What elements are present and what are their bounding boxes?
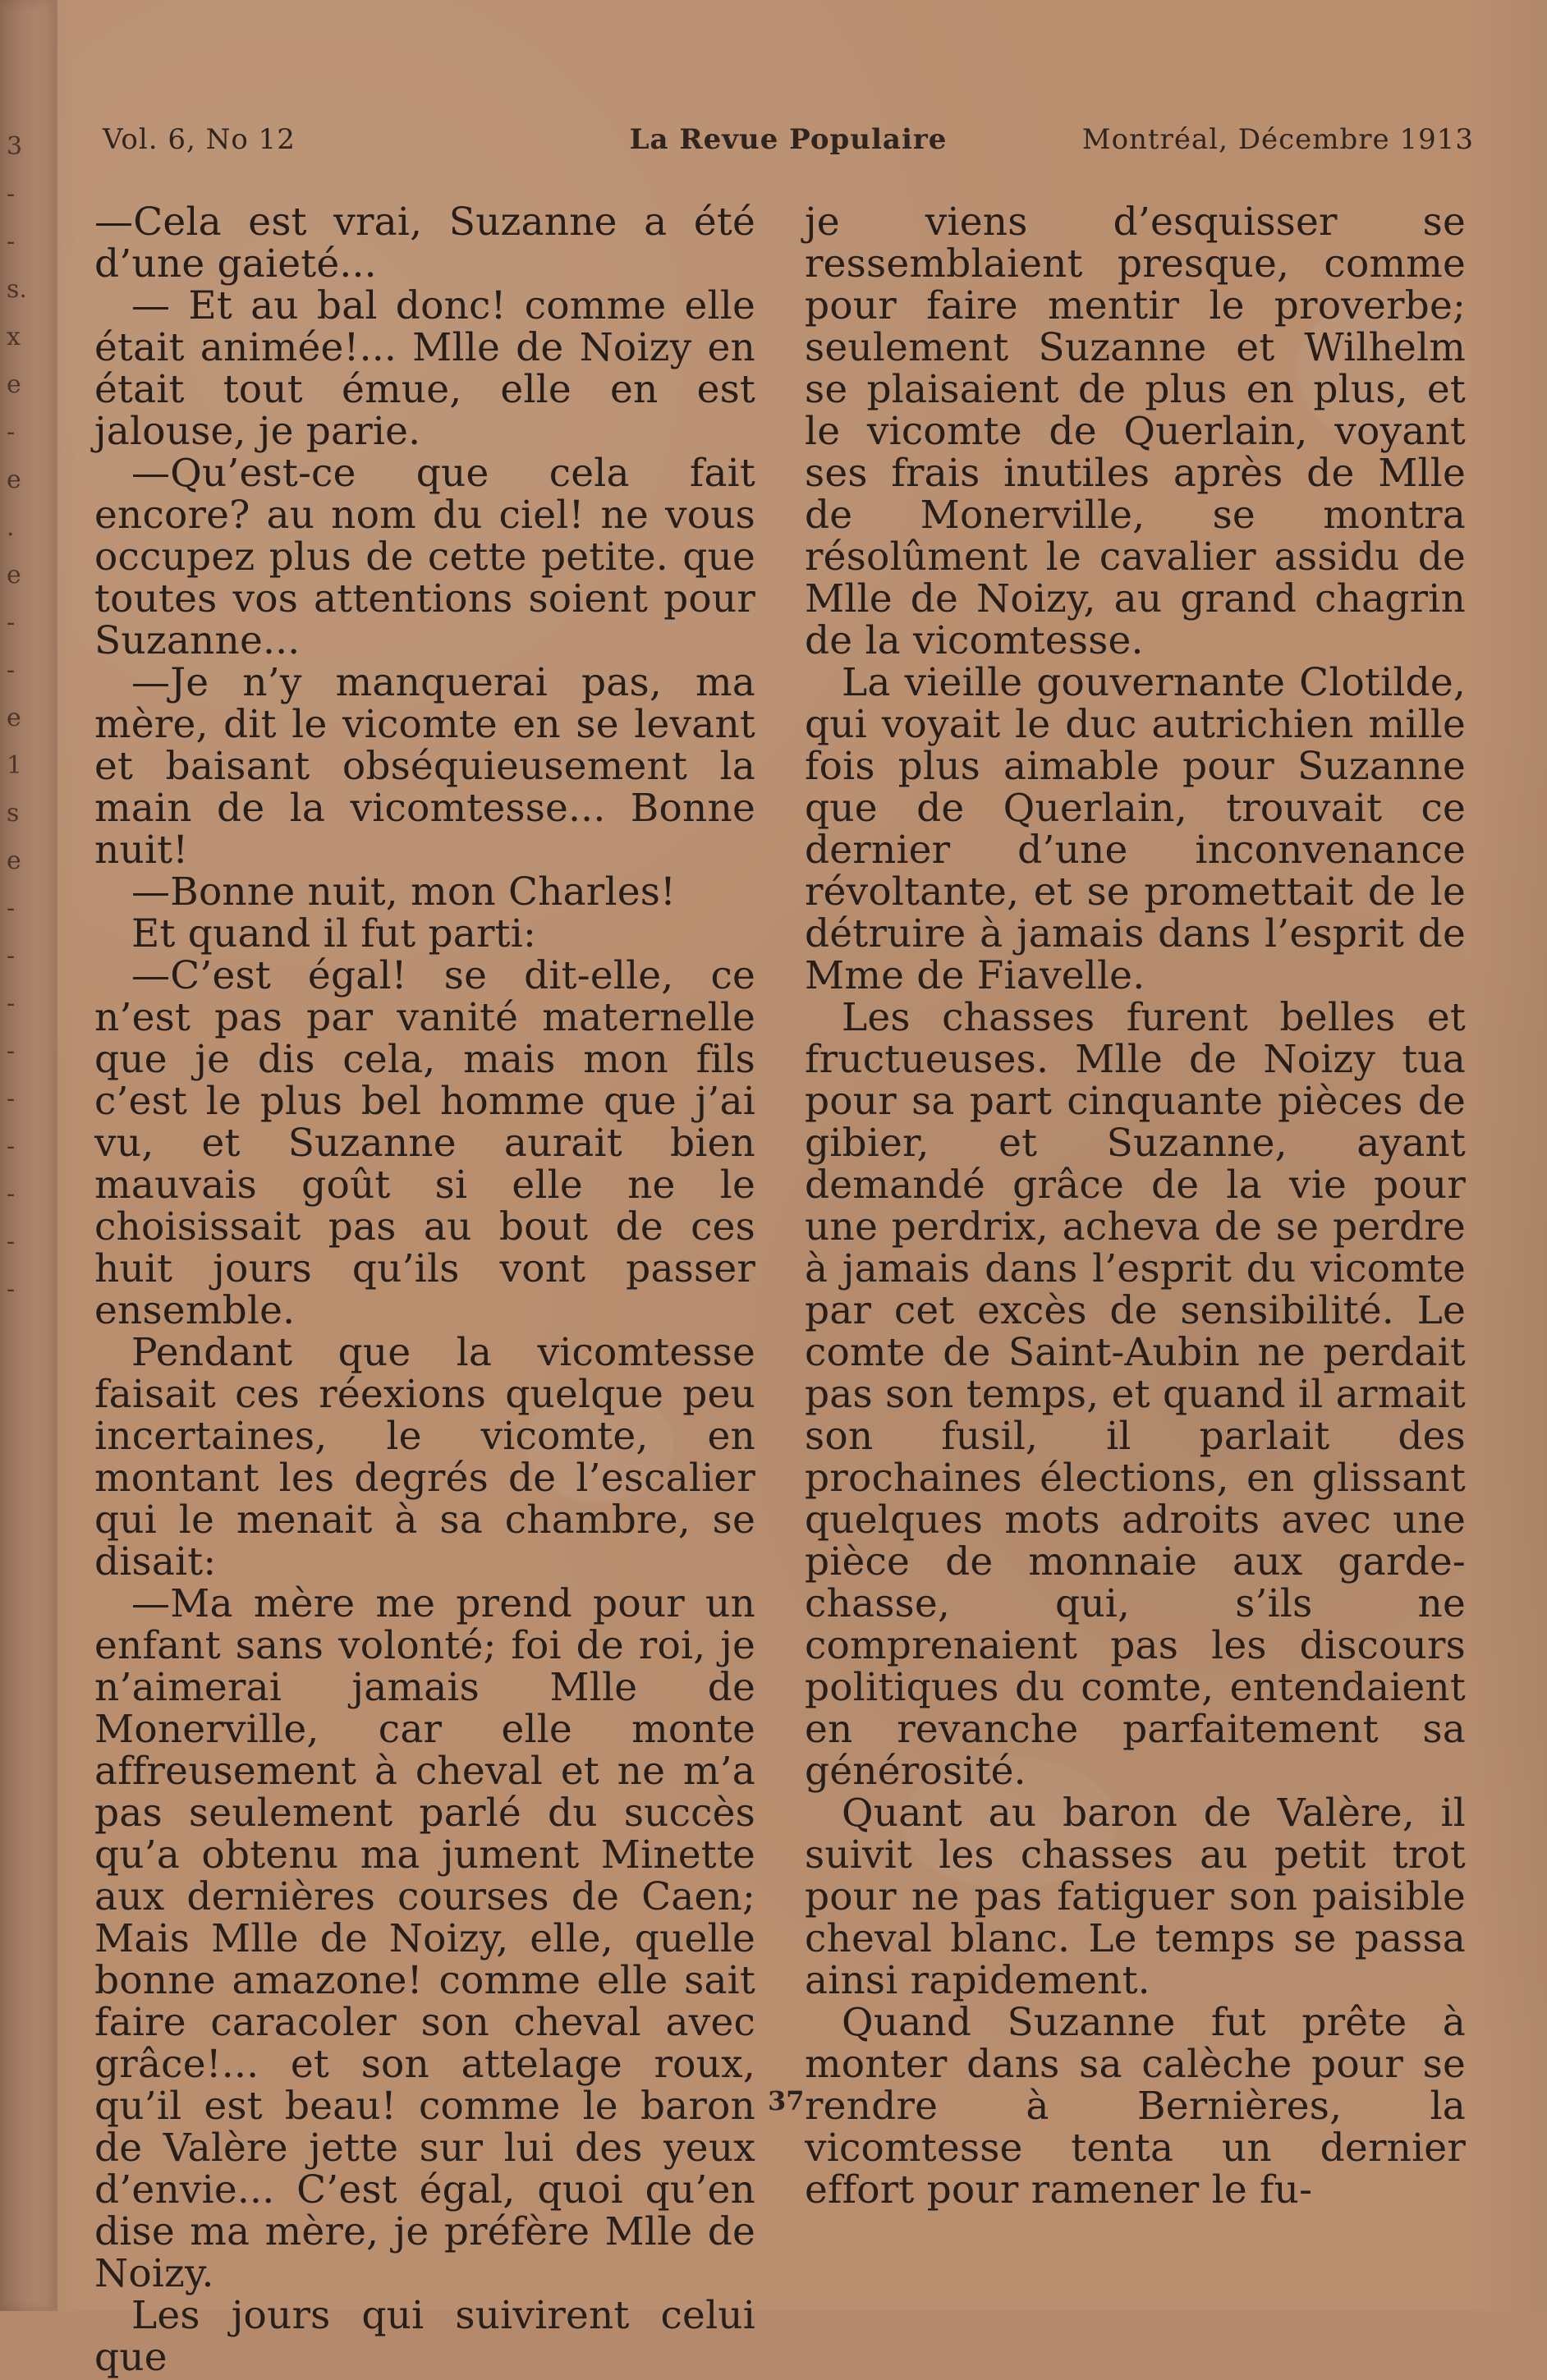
paragraph: Quant au baron de Valère, il suivit les chasses au petit trot pour ne pas fatiguer son paisible cheval blanc. Le temps se passa ainsi rapidement. [805,1791,1466,2003]
issue-date: Montréal, Décembre 1913 [1081,123,1474,156]
paragraph: —C’est égal! se dit-elle, ce n’est pas par vanité maternelle que je dis cela, mais mon fils c’est le plus bel homme que j’ai vu, et Suzanne aurait bien mauvais goût si elle ne le choisissait pas au bout de ces huit jours qu’ils vont passer ensemble. [94,953,755,1333]
volume-number: Vol. 6, No 12 [103,123,296,156]
right-text-column [805,201,1466,2211]
paragraph: Les jours qui suivirent celui que [94,2293,755,2380]
paragraph: Pendant que la vicomtesse faisait ces réexions quelque peu incertaines, le vicomte, en montant les degrés de l’escalier qui le menait à sa chambre, se disait: [94,1330,755,1584]
paragraph: La vieille gouvernante Clotilde, qui voyait le duc autrichien mille fois plus aimable pour Suzanne que de Querlain, trouvait ce dernier d’une inconvenance révoltante, et se promettait de le détruire à jamais dans l’esprit de Mme de Fiavelle. [805,660,1466,998]
paragraph: —Je n’y manquerai pas, ma mère, dit le vicomte en se levant et baisant obséquieusement la main de la vicomtesse... Bonne nuit! [94,660,755,873]
paragraph: —Bonne nuit, mon Charles! [131,869,677,915]
paragraph: —Ma mère me prend pour un enfant sans volonté; foi de roi, je n’aimerai jamais Mlle de Monerville, car elle monte affreusement à cheval et ne m’a pas seulement parlé du succès qu’a obtenu ma jument Minette aux dernières courses de Caen; Mais Mlle de Noizy, elle, quelle bonne amazone! comme elle sait faire caracoler son cheval avec grâce!... et son attelage roux, qu’il est beau! comme le baron de Valère jette sur lui des yeux d’envie... C’est égal, quoi qu’en dise ma mère, je préfère Mlle de Noizy. [94,1581,755,2296]
page-number: 37 [768,2085,805,2116]
paragraph: —Cela est vrai, Suzanne a été d’une gaieté... [94,199,755,287]
paragraph: — Et au bal donc! comme elle était animée!... Mlle de Noizy en était tout émue, elle en est jalouse, je parie. [94,283,755,454]
paragraph: —Qu’est-ce que cela fait encore? au nom du ciel! ne vous occupez plus de cette petite. que toutes vos attentions soient pour Suzanne... [94,451,755,663]
page-header [103,123,1474,172]
publication-title: La Revue Populaire [629,123,948,156]
left-text-column [94,201,755,2378]
paragraph: Quand Suzanne fut prête à monter dans sa calèche pour se rendre à Bernières, la vicomtesse tenta un dernier effort pour ramener le fu- [805,2000,1466,2213]
paragraph: je viens d’esquisser se ressemblaient presque, comme pour faire mentir le proverbe; seulement Suzanne et Wilhelm se plaisaient de plus en plus, et le vicomte de Querlain, voyant ses frais inutiles après de Mlle de Monerville, se montra résolûment le cavalier assidu de Mlle de Noizy, au grand chagrin de la vicomtesse. [805,199,1466,663]
paragraph: Et quand il fut parti: [131,911,537,956]
left-margin-fragments: 3 - - s. x e - e . e - - e 1 s e - - - - - - - - - [7,132,27,1304]
paragraph: Les chasses furent belles et fructueuses. Mlle de Noizy tua pour sa part cinquante pièces de gibier, et Suzanne, ayant demandé grâce de la vie pour une perdrix, acheva de se perdre à jamais dans l’esprit du vicomte par cet excès de sensibilité. Le comte de Saint-Aubin ne perdait pas son temps, et quand il armait son fusil, il parlait des prochaines élections, en glissant quelques mots adroits avec une pièce de monnaie aux garde-chasse, qui, s’ils ne comprenaient pas les discours politiques du comte, entendaient en revanche parfaitement sa générosité. [805,995,1466,1794]
